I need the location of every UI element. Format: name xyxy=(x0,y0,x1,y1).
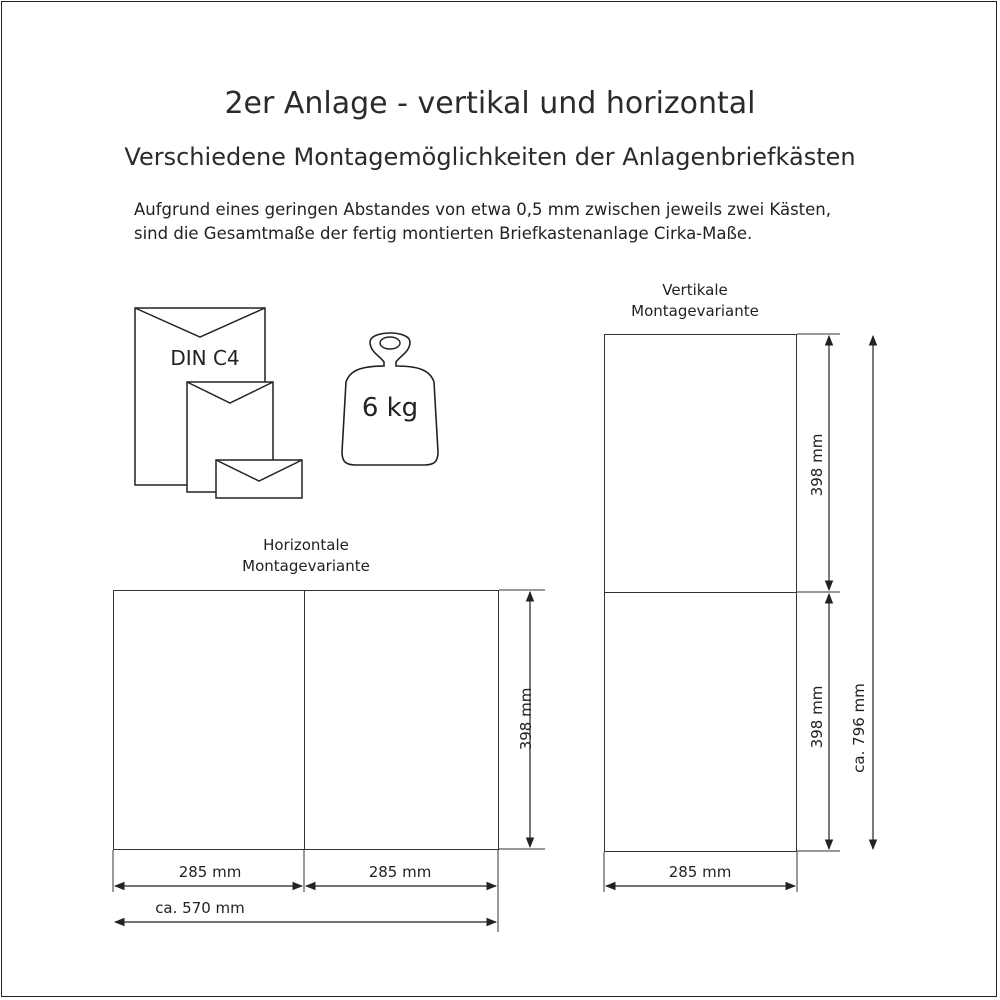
horizontal-total-width-label: ca. 570 mm xyxy=(155,899,245,917)
vertical-caption-line-1: Vertikale xyxy=(662,281,728,299)
vertical-width-label: 285 mm xyxy=(668,863,732,881)
horizontal-caption-line-1: Horizontale xyxy=(263,536,349,554)
horizontal-width-left-label: 285 mm xyxy=(178,863,242,881)
vertical-caption-line-2: Montagevariante xyxy=(631,302,759,320)
horizontal-caption-line-2: Montagevariante xyxy=(242,557,370,575)
vertical-height-bottom-label: 398 mm xyxy=(808,685,826,749)
intro-line-1: Aufgrund eines geringen Abstandes von etwa 0,5 mm zwischen jeweils zwei Kästen, xyxy=(134,200,831,219)
horizontal-width-right-label: 285 mm xyxy=(368,863,432,881)
envelope-label: DIN C4 xyxy=(170,346,240,370)
horizontal-height-label: 398 mm xyxy=(517,687,535,751)
page-subtitle: Verschiedene Montagemöglichkeiten der Anlagenbriefkästen xyxy=(124,143,856,171)
weight-label: 6 kg xyxy=(361,393,419,423)
intro-line-2: sind die Gesamtmaße der fertig montierten Briefkastenanlage Cirka-Maße. xyxy=(134,224,753,243)
vertical-height-top-label: 398 mm xyxy=(808,433,826,497)
page-title: 2er Anlage - vertikal und horizontal xyxy=(224,86,756,121)
vertical-total-height-label: ca. 796 mm xyxy=(850,683,868,773)
